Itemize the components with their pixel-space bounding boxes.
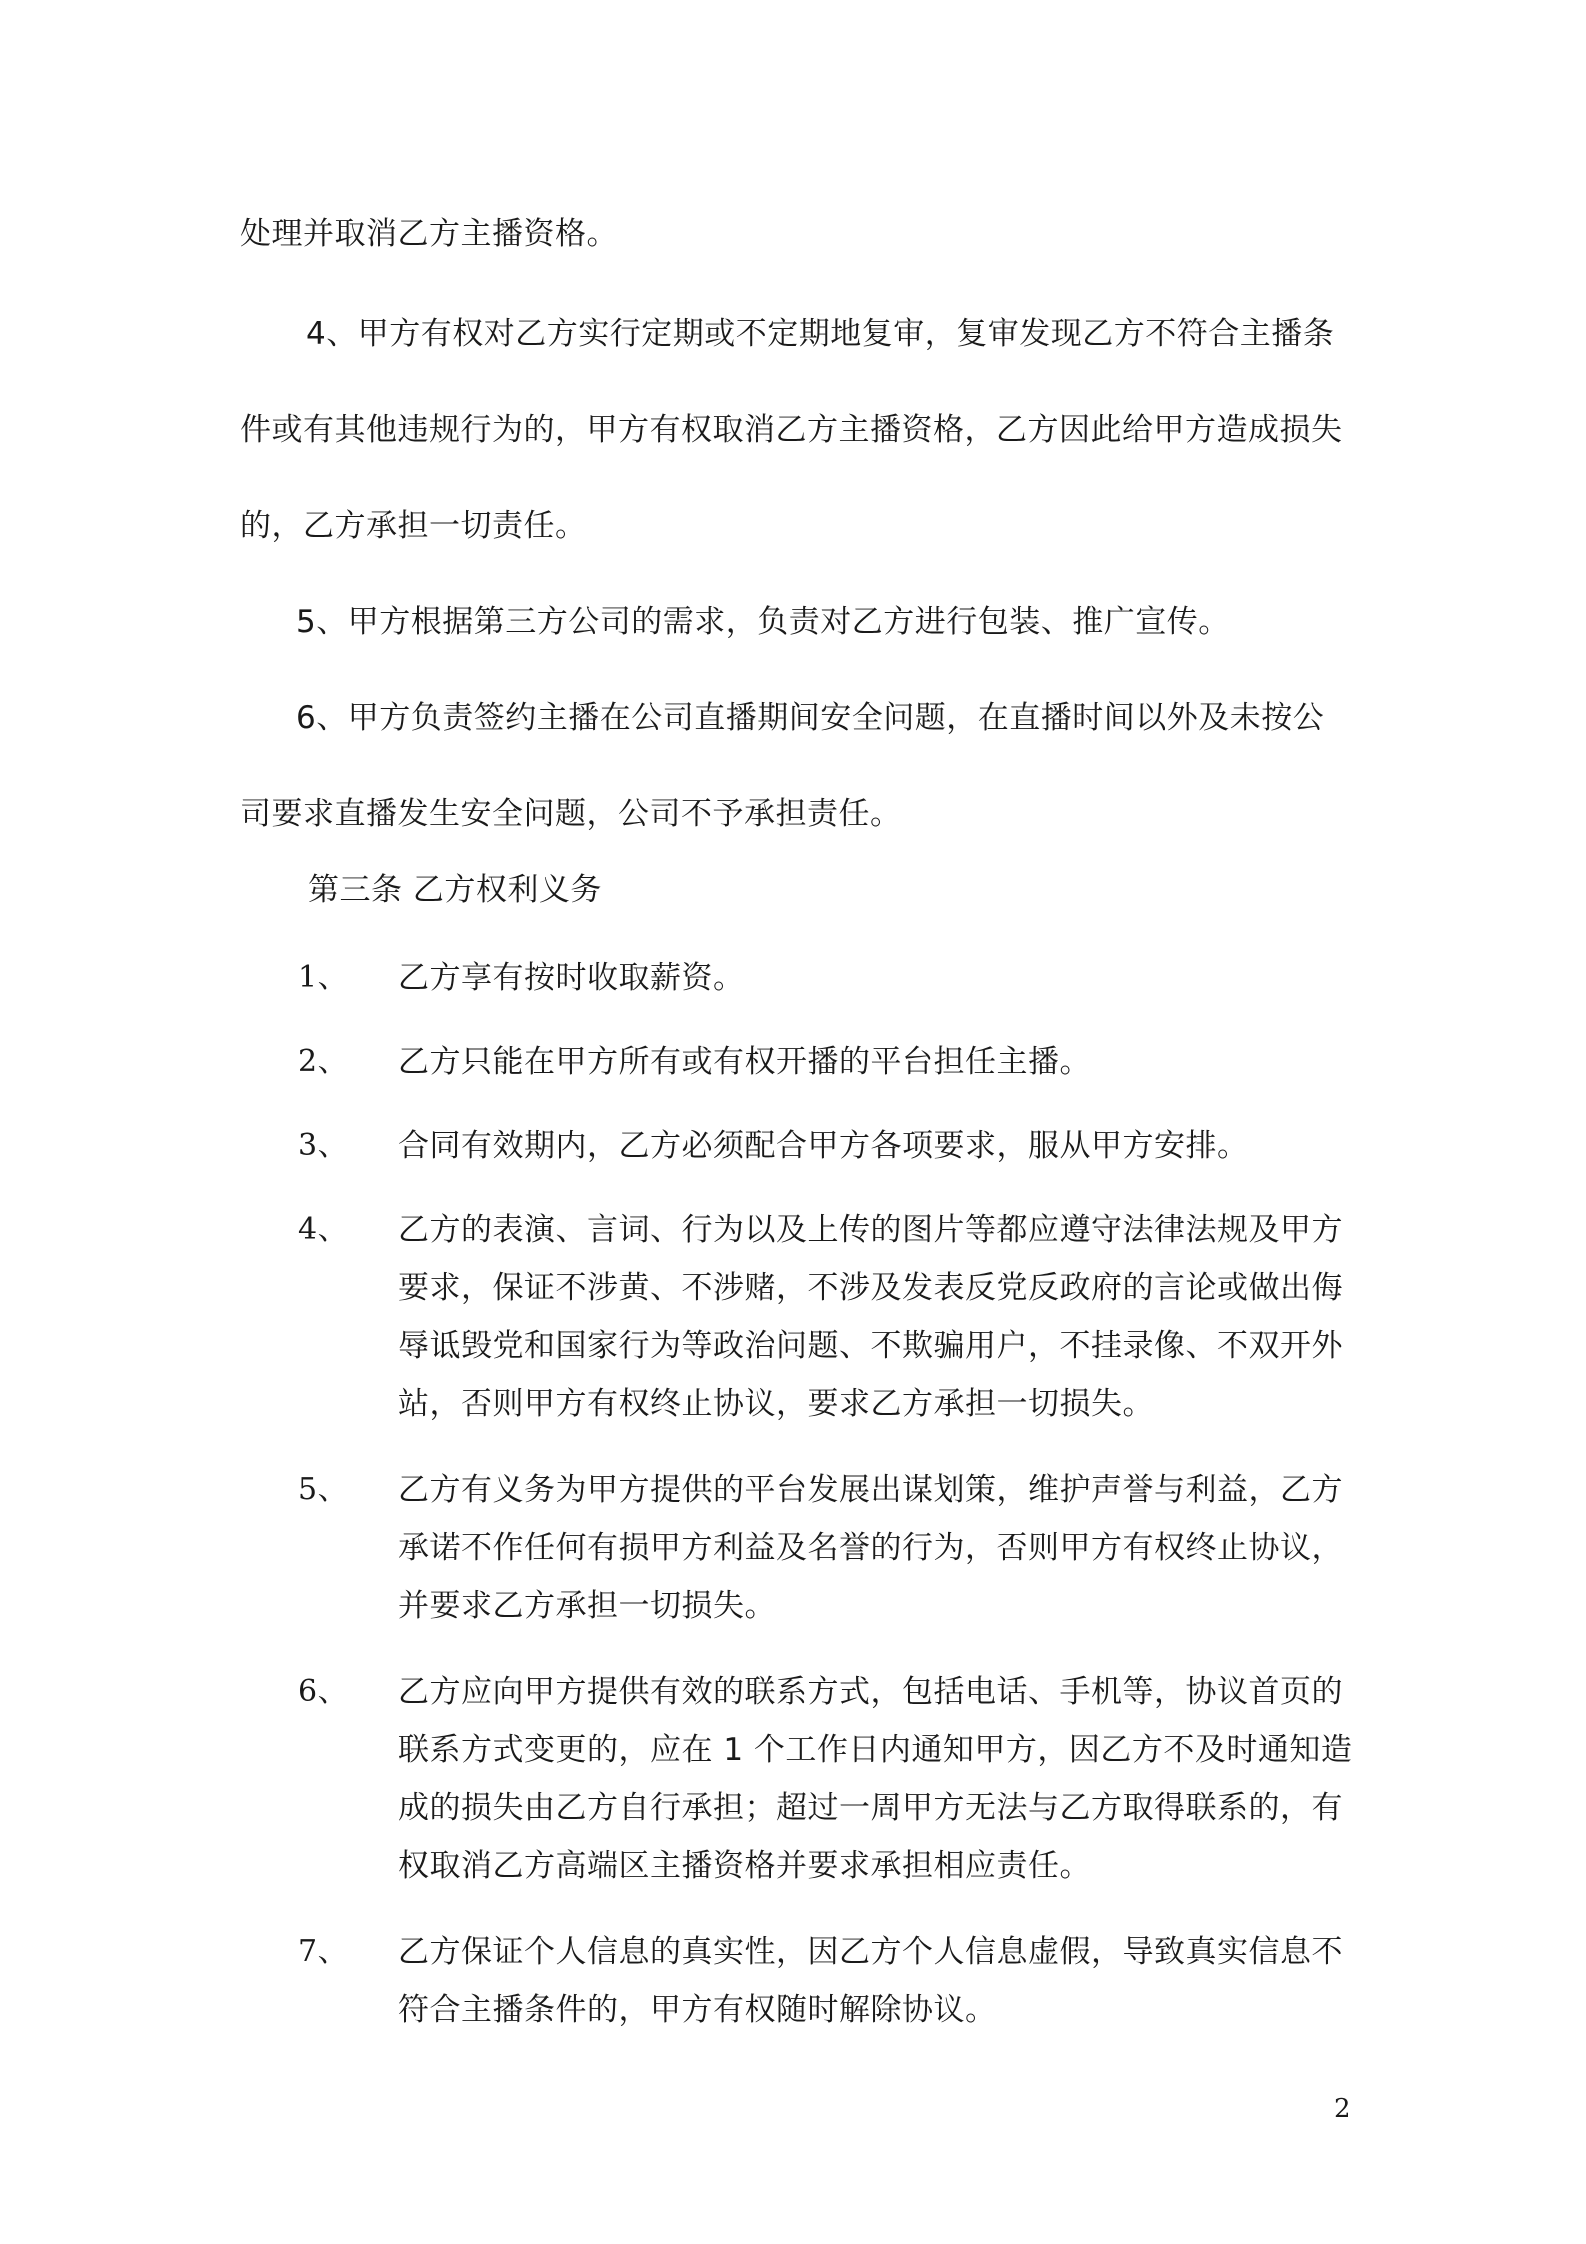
item-number: 7、 <box>298 1934 349 1969</box>
item-line: 乙方只能在甲方所有或有权开播的平台担任主播。 <box>398 1044 1091 1080</box>
item-line: 乙方保证个人信息的真实性，因乙方个人信息虚假，导致真实信息不 <box>398 1934 1343 1970</box>
paragraph-clause-6-line-2: 司要求直播发生安全问题，公司不予承担责任。 <box>240 796 902 832</box>
item-line: 符合主播条件的，甲方有权随时解除协议。 <box>398 1992 997 2028</box>
item-number: 2、 <box>298 1044 349 1079</box>
item-line: 合同有效期内，乙方必须配合甲方各项要求，服从甲方安排。 <box>398 1128 1249 1164</box>
paragraph-clause-4-line-3: 的，乙方承担一切责任。 <box>240 508 587 544</box>
paragraph-continuation: 处理并取消乙方主播资格。 <box>240 216 618 252</box>
section-heading: 第三条 乙方权利义务 <box>308 872 602 908</box>
item-number: 1、 <box>298 960 349 995</box>
paragraph-clause-5: 5、甲方根据第三方公司的需求，负责对乙方进行包装、推广宣传。 <box>296 604 1230 640</box>
page-number: 2 <box>1334 2094 1352 2124</box>
item-line: 承诺不作任何有损甲方利益及名誉的行为，否则甲方有权终止协议， <box>398 1530 1343 1566</box>
item-line: 乙方享有按时收取薪资。 <box>398 960 745 996</box>
item-line: 要求，保证不涉黄、不涉赌，不涉及发表反党反政府的言论或做出侮 <box>398 1270 1343 1306</box>
item-number: 4、 <box>298 1212 349 1247</box>
item-line: 成的损失由乙方自行承担；超过一周甲方无法与乙方取得联系的，有 <box>398 1790 1343 1826</box>
item-number: 5、 <box>298 1472 349 1507</box>
item-line: 乙方的表演、言词、行为以及上传的图片等都应遵守法律法规及甲方 <box>398 1212 1343 1248</box>
item-line: 权取消乙方高端区主播资格并要求承担相应责任。 <box>398 1848 1091 1884</box>
item-number: 6、 <box>298 1674 349 1709</box>
paragraph-clause-6-line-1: 6、甲方负责签约主播在公司直播期间安全问题，在直播时间以外及未按公 <box>296 700 1325 736</box>
item-line: 联系方式变更的，应在 1 个工作日内通知甲方，因乙方不及时通知造 <box>398 1732 1353 1768</box>
item-line: 站，否则甲方有权终止协议，要求乙方承担一切损失。 <box>398 1386 1154 1422</box>
item-line: 并要求乙方承担一切损失。 <box>398 1588 776 1624</box>
paragraph-clause-4-line-2: 件或有其他违规行为的，甲方有权取消乙方主播资格，乙方因此给甲方造成损失 <box>240 412 1343 448</box>
item-line: 乙方有义务为甲方提供的平台发展出谋划策，维护声誉与利益，乙方 <box>398 1472 1343 1508</box>
item-line: 乙方应向甲方提供有效的联系方式，包括电话、手机等，协议首页的 <box>398 1674 1343 1710</box>
item-number: 3、 <box>298 1128 349 1163</box>
paragraph-clause-4-line-1: 4、甲方有权对乙方实行定期或不定期地复审，复审发现乙方不符合主播条 <box>306 316 1335 352</box>
item-line: 辱诋毁党和国家行为等政治问题、不欺骗用户，不挂录像、不双开外 <box>398 1328 1343 1364</box>
